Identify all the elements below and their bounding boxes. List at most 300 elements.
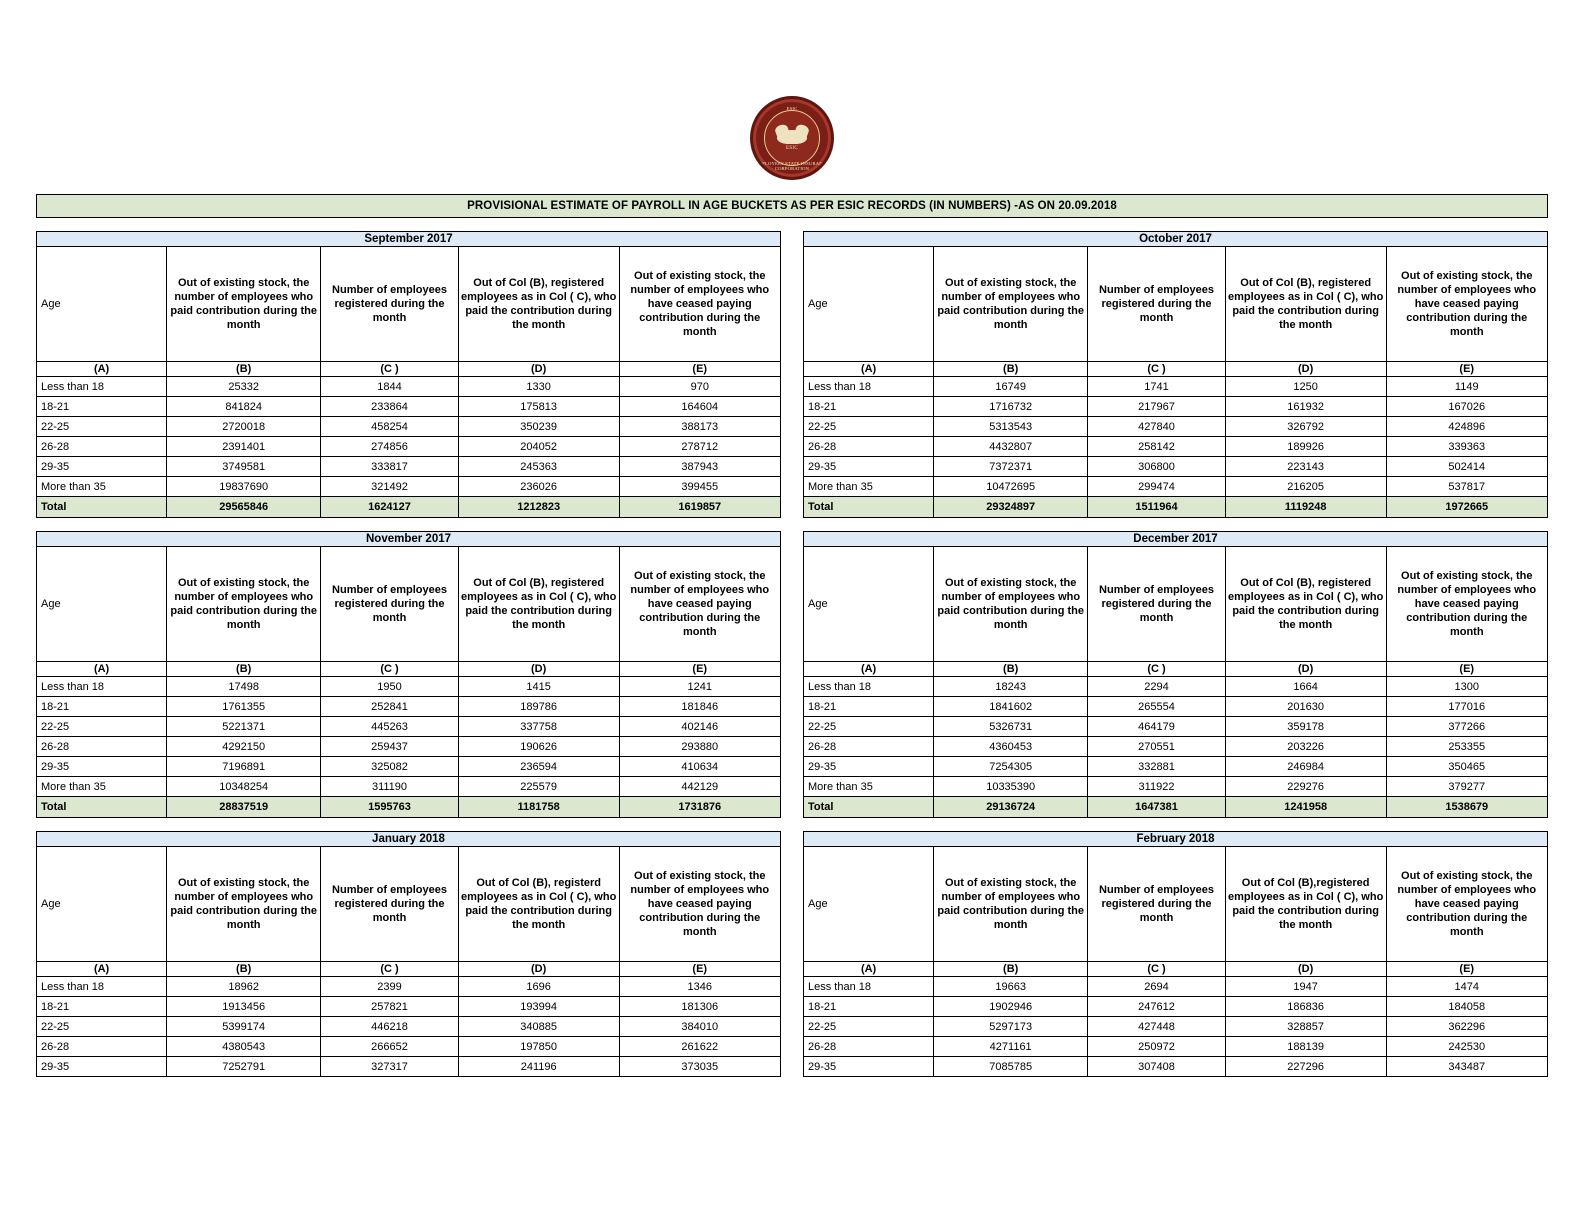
cell-d: 190626 bbox=[458, 737, 619, 757]
cell-age: Less than 18 bbox=[37, 677, 167, 697]
table-row bbox=[37, 377, 781, 397]
cell-d: 1330 bbox=[458, 377, 619, 397]
cell-age: Less than 18 bbox=[37, 977, 167, 997]
cell-e: 377266 bbox=[1386, 717, 1547, 737]
column-header-d: Out of Col (B), registerd employees as in Col ( C), who paid the contribution during the month bbox=[458, 847, 619, 962]
cell-d: 175813 bbox=[458, 397, 619, 417]
column-letter-d: (D) bbox=[1225, 662, 1386, 677]
cell-c: 270551 bbox=[1088, 737, 1226, 757]
table-row-group-1 bbox=[36, 231, 1548, 518]
cell-e: 379277 bbox=[1386, 777, 1547, 797]
month-header: October 2017 bbox=[804, 232, 1548, 247]
cell-e: 343487 bbox=[1386, 1057, 1547, 1077]
month-header: December 2017 bbox=[804, 532, 1548, 547]
block-october-2017 bbox=[803, 231, 1548, 518]
cell-total-c: 1624127 bbox=[321, 497, 459, 518]
cell-e: 399455 bbox=[619, 477, 780, 497]
cell-c: 427448 bbox=[1088, 1017, 1226, 1037]
column-letter-c: (C ) bbox=[321, 362, 459, 377]
column-letter-d: (D) bbox=[458, 362, 619, 377]
column-letter-a: (A) bbox=[37, 962, 167, 977]
table-row bbox=[804, 477, 1548, 497]
cell-age: 29-35 bbox=[37, 457, 167, 477]
cell-age: 26-28 bbox=[804, 1037, 934, 1057]
cell-d: 236026 bbox=[458, 477, 619, 497]
column-header-e: Out of existing stock, the number of employees who have ceased paying contribution during the month bbox=[619, 247, 780, 362]
column-letter-a: (A) bbox=[37, 362, 167, 377]
cell-c: 252841 bbox=[321, 697, 459, 717]
cell-total-label: Total bbox=[804, 497, 934, 518]
cell-b: 2391401 bbox=[167, 437, 321, 457]
cell-e: 402146 bbox=[619, 717, 780, 737]
column-header-d: Out of Col (B), registered employees as in Col ( C), who paid the contribution during the month bbox=[1225, 547, 1386, 662]
cell-total-e: 1731876 bbox=[619, 797, 780, 818]
cell-d: 193994 bbox=[458, 997, 619, 1017]
column-letter-b: (B) bbox=[167, 362, 321, 377]
column-letter-c: (C ) bbox=[1088, 962, 1226, 977]
table-row-group-3 bbox=[36, 831, 1548, 1077]
column-header-c: Number of employees registered during the month bbox=[321, 847, 459, 962]
column-letter-e: (E) bbox=[619, 662, 780, 677]
payroll-table bbox=[36, 531, 781, 818]
cell-d: 189786 bbox=[458, 697, 619, 717]
cell-e: 293880 bbox=[619, 737, 780, 757]
cell-total-d: 1212823 bbox=[458, 497, 619, 518]
payroll-table bbox=[36, 231, 781, 518]
cell-age: More than 35 bbox=[37, 777, 167, 797]
cell-e: 1346 bbox=[619, 977, 780, 997]
cell-d: 203226 bbox=[1225, 737, 1386, 757]
table-row bbox=[37, 457, 781, 477]
emblem-arc-top-text: ESIC bbox=[786, 106, 798, 111]
cell-b: 10472695 bbox=[934, 477, 1088, 497]
column-letter-e: (E) bbox=[1386, 662, 1547, 677]
table-row bbox=[804, 397, 1548, 417]
cell-age: Less than 18 bbox=[804, 377, 934, 397]
cell-d: 223143 bbox=[1225, 457, 1386, 477]
cell-c: 464179 bbox=[1088, 717, 1226, 737]
cell-b: 18243 bbox=[934, 677, 1088, 697]
month-header: January 2018 bbox=[37, 832, 781, 847]
column-header-age: Age bbox=[37, 547, 167, 662]
cell-e: 184058 bbox=[1386, 997, 1547, 1017]
table-row bbox=[804, 777, 1548, 797]
column-header-b: Out of existing stock, the number of employees who paid contribution during the month bbox=[167, 547, 321, 662]
cell-b: 19663 bbox=[934, 977, 1088, 997]
column-letter-a: (A) bbox=[804, 362, 934, 377]
column-header-age: Age bbox=[37, 247, 167, 362]
cell-d: 186836 bbox=[1225, 997, 1386, 1017]
cell-b: 10335390 bbox=[934, 777, 1088, 797]
cell-age: 22-25 bbox=[804, 717, 934, 737]
block-december-2017 bbox=[803, 531, 1548, 818]
cell-age: 18-21 bbox=[37, 697, 167, 717]
column-header-age: Age bbox=[804, 847, 934, 962]
cell-c: 1741 bbox=[1088, 377, 1226, 397]
cell-total-label: Total bbox=[37, 497, 167, 518]
cell-c: 259437 bbox=[321, 737, 459, 757]
cell-total-d: 1181758 bbox=[458, 797, 619, 818]
payroll-table bbox=[803, 831, 1548, 1077]
cell-e: 362296 bbox=[1386, 1017, 1547, 1037]
cell-c: 233864 bbox=[321, 397, 459, 417]
page-title: PROVISIONAL ESTIMATE OF PAYROLL IN AGE BUCKETS AS PER ESIC RECORDS (IN NUMBERS) -AS ON 20.09.2018 bbox=[36, 194, 1548, 218]
cell-total-label: Total bbox=[37, 797, 167, 818]
column-header-b: Out of existing stock, the number of employees who paid contribution during the month bbox=[167, 247, 321, 362]
cell-b: 10348254 bbox=[167, 777, 321, 797]
column-header-age: Age bbox=[804, 247, 934, 362]
cell-d: 236594 bbox=[458, 757, 619, 777]
cell-total-e: 1538679 bbox=[1386, 797, 1547, 818]
table-row bbox=[37, 677, 781, 697]
cell-b: 7372371 bbox=[934, 457, 1088, 477]
cell-c: 1844 bbox=[321, 377, 459, 397]
column-header-c: Number of employees registered during the month bbox=[1088, 547, 1226, 662]
cell-d: 227296 bbox=[1225, 1057, 1386, 1077]
column-letter-e: (E) bbox=[1386, 362, 1547, 377]
cell-total-d: 1119248 bbox=[1225, 497, 1386, 518]
cell-total-c: 1595763 bbox=[321, 797, 459, 818]
cell-e: 387943 bbox=[619, 457, 780, 477]
table-row bbox=[37, 477, 781, 497]
cell-c: 427840 bbox=[1088, 417, 1226, 437]
cell-age: 29-35 bbox=[804, 757, 934, 777]
table-total-row bbox=[804, 797, 1548, 818]
cell-e: 442129 bbox=[619, 777, 780, 797]
cell-e: 537817 bbox=[1386, 477, 1547, 497]
cell-c: 311922 bbox=[1088, 777, 1226, 797]
cell-d: 350239 bbox=[458, 417, 619, 437]
cell-c: 2694 bbox=[1088, 977, 1226, 997]
column-header-e: Out of existing stock, the number of employees who have ceased paying contribution during the month bbox=[1386, 547, 1547, 662]
cell-e: 350465 bbox=[1386, 757, 1547, 777]
cell-b: 5297173 bbox=[934, 1017, 1088, 1037]
column-letter-a: (A) bbox=[804, 662, 934, 677]
cell-d: 1947 bbox=[1225, 977, 1386, 997]
cell-b: 1913456 bbox=[167, 997, 321, 1017]
esic-emblem-icon bbox=[750, 96, 834, 180]
cell-d: 204052 bbox=[458, 437, 619, 457]
cell-c: 446218 bbox=[321, 1017, 459, 1037]
cell-d: 161932 bbox=[1225, 397, 1386, 417]
cell-age: 18-21 bbox=[804, 697, 934, 717]
cell-age: Less than 18 bbox=[37, 377, 167, 397]
column-header-b: Out of existing stock, the number of employees who paid contribution during the month bbox=[167, 847, 321, 962]
cell-e: 373035 bbox=[619, 1057, 780, 1077]
cell-b: 1716732 bbox=[934, 397, 1088, 417]
month-header: February 2018 bbox=[804, 832, 1548, 847]
cell-c: 1950 bbox=[321, 677, 459, 697]
cell-c: 2294 bbox=[1088, 677, 1226, 697]
table-row bbox=[804, 417, 1548, 437]
table-row bbox=[804, 1017, 1548, 1037]
table-row bbox=[804, 437, 1548, 457]
table-row bbox=[804, 1037, 1548, 1057]
cell-b: 5399174 bbox=[167, 1017, 321, 1037]
cell-age: 22-25 bbox=[37, 717, 167, 737]
column-letter-d: (D) bbox=[458, 662, 619, 677]
cell-b: 19837690 bbox=[167, 477, 321, 497]
cell-age: Less than 18 bbox=[804, 977, 934, 997]
cell-c: 325082 bbox=[321, 757, 459, 777]
cell-age: 22-25 bbox=[804, 417, 934, 437]
cell-d: 201630 bbox=[1225, 697, 1386, 717]
cell-b: 2720018 bbox=[167, 417, 321, 437]
column-header-b: Out of existing stock, the number of employees who paid contribution during the month bbox=[934, 847, 1088, 962]
cell-age: 29-35 bbox=[804, 457, 934, 477]
cell-total-b: 28837519 bbox=[167, 797, 321, 818]
cell-d: 359178 bbox=[1225, 717, 1386, 737]
cell-d: 189926 bbox=[1225, 437, 1386, 457]
cell-age: More than 35 bbox=[804, 777, 934, 797]
cell-e: 1474 bbox=[1386, 977, 1547, 997]
column-letter-d: (D) bbox=[458, 962, 619, 977]
cell-e: 384010 bbox=[619, 1017, 780, 1037]
table-row bbox=[804, 697, 1548, 717]
column-header-e: Out of existing stock, the number of employees who have ceased paying contribution during the month bbox=[619, 847, 780, 962]
column-letter-c: (C ) bbox=[1088, 362, 1226, 377]
payroll-table bbox=[36, 831, 781, 1077]
cell-total-b: 29324897 bbox=[934, 497, 1088, 518]
cell-age: 29-35 bbox=[804, 1057, 934, 1077]
cell-d: 229276 bbox=[1225, 777, 1386, 797]
table-row-group-2 bbox=[36, 531, 1548, 818]
cell-e: 181306 bbox=[619, 997, 780, 1017]
column-header-c: Number of employees registered during the month bbox=[321, 547, 459, 662]
cell-b: 4380543 bbox=[167, 1037, 321, 1057]
cell-d: 197850 bbox=[458, 1037, 619, 1057]
cell-b: 16749 bbox=[934, 377, 1088, 397]
table-row bbox=[804, 977, 1548, 997]
column-letter-c: (C ) bbox=[321, 662, 459, 677]
table-total-row bbox=[804, 497, 1548, 518]
cell-age: 26-28 bbox=[37, 437, 167, 457]
column-letter-b: (B) bbox=[167, 962, 321, 977]
cell-e: 164604 bbox=[619, 397, 780, 417]
table-row bbox=[37, 437, 781, 457]
cell-e: 261622 bbox=[619, 1037, 780, 1057]
table-row bbox=[37, 1017, 781, 1037]
cell-d: 1696 bbox=[458, 977, 619, 997]
cell-total-c: 1647381 bbox=[1088, 797, 1226, 818]
cell-c: 311190 bbox=[321, 777, 459, 797]
payroll-table bbox=[803, 231, 1548, 518]
cell-b: 5326731 bbox=[934, 717, 1088, 737]
cell-b: 7085785 bbox=[934, 1057, 1088, 1077]
cell-b: 841824 bbox=[167, 397, 321, 417]
column-header-b: Out of existing stock, the number of employees who paid contribution during the month bbox=[934, 247, 1088, 362]
cell-c: 321492 bbox=[321, 477, 459, 497]
cell-total-b: 29565846 bbox=[167, 497, 321, 518]
column-letter-b: (B) bbox=[934, 962, 1088, 977]
cell-b: 4271161 bbox=[934, 1037, 1088, 1057]
cell-d: 246984 bbox=[1225, 757, 1386, 777]
column-letter-b: (B) bbox=[934, 662, 1088, 677]
cell-b: 4432807 bbox=[934, 437, 1088, 457]
column-letter-e: (E) bbox=[1386, 962, 1547, 977]
cell-age: Less than 18 bbox=[804, 677, 934, 697]
table-row bbox=[37, 777, 781, 797]
cell-b: 25332 bbox=[167, 377, 321, 397]
cell-e: 167026 bbox=[1386, 397, 1547, 417]
cell-b: 4360453 bbox=[934, 737, 1088, 757]
cell-d: 340885 bbox=[458, 1017, 619, 1037]
cell-c: 247612 bbox=[1088, 997, 1226, 1017]
cell-c: 299474 bbox=[1088, 477, 1226, 497]
table-row bbox=[804, 457, 1548, 477]
column-header-c: Number of employees registered during the month bbox=[1088, 247, 1226, 362]
cell-c: 265554 bbox=[1088, 697, 1226, 717]
cell-age: 29-35 bbox=[37, 1057, 167, 1077]
column-letter-a: (A) bbox=[37, 662, 167, 677]
cell-d: 328857 bbox=[1225, 1017, 1386, 1037]
cell-c: 307408 bbox=[1088, 1057, 1226, 1077]
cell-b: 1902946 bbox=[934, 997, 1088, 1017]
emblem-arc-bottom-text: EMPLOYEES STATE INSURANCE CORPORATION bbox=[754, 161, 830, 171]
cell-c: 333817 bbox=[321, 457, 459, 477]
column-letter-e: (E) bbox=[619, 362, 780, 377]
table-row bbox=[804, 377, 1548, 397]
cell-total-label: Total bbox=[804, 797, 934, 818]
table-row bbox=[37, 417, 781, 437]
cell-c: 458254 bbox=[321, 417, 459, 437]
cell-b: 3749581 bbox=[167, 457, 321, 477]
column-header-age: Age bbox=[37, 847, 167, 962]
cell-e: 1300 bbox=[1386, 677, 1547, 697]
cell-b: 18962 bbox=[167, 977, 321, 997]
cell-b: 5313543 bbox=[934, 417, 1088, 437]
cell-e: 1149 bbox=[1386, 377, 1547, 397]
cell-total-e: 1619857 bbox=[619, 497, 780, 518]
table-row bbox=[37, 717, 781, 737]
cell-age: 26-28 bbox=[37, 737, 167, 757]
cell-total-d: 1241958 bbox=[1225, 797, 1386, 818]
cell-c: 217967 bbox=[1088, 397, 1226, 417]
block-november-2017 bbox=[36, 531, 781, 818]
table-row bbox=[804, 677, 1548, 697]
cell-d: 241196 bbox=[458, 1057, 619, 1077]
cell-c: 445263 bbox=[321, 717, 459, 737]
table-total-row bbox=[37, 797, 781, 818]
document-content bbox=[36, 194, 1548, 1077]
column-letter-d: (D) bbox=[1225, 962, 1386, 977]
column-header-e: Out of existing stock, the number of employees who have ceased paying contribution during the month bbox=[1386, 247, 1547, 362]
table-row bbox=[37, 977, 781, 997]
cell-c: 327317 bbox=[321, 1057, 459, 1077]
table-row bbox=[804, 1057, 1548, 1077]
cell-total-b: 29136724 bbox=[934, 797, 1088, 818]
cell-e: 253355 bbox=[1386, 737, 1547, 757]
logo-container bbox=[0, 0, 1584, 194]
column-header-b: Out of existing stock, the number of employees who paid contribution during the month bbox=[934, 547, 1088, 662]
column-letter-e: (E) bbox=[619, 962, 780, 977]
cell-c: 258142 bbox=[1088, 437, 1226, 457]
cell-e: 970 bbox=[619, 377, 780, 397]
cell-age: 22-25 bbox=[804, 1017, 934, 1037]
cell-age: 26-28 bbox=[804, 437, 934, 457]
cell-age: 18-21 bbox=[804, 997, 934, 1017]
cell-c: 250972 bbox=[1088, 1037, 1226, 1057]
table-row bbox=[37, 757, 781, 777]
table-row bbox=[804, 717, 1548, 737]
cell-b: 1841602 bbox=[934, 697, 1088, 717]
table-row bbox=[37, 737, 781, 757]
payroll-table bbox=[803, 531, 1548, 818]
emblem-bird-icon bbox=[777, 130, 807, 144]
cell-c: 2399 bbox=[321, 977, 459, 997]
cell-age: 22-25 bbox=[37, 417, 167, 437]
column-letter-b: (B) bbox=[167, 662, 321, 677]
table-row bbox=[37, 1037, 781, 1057]
emblem-inner bbox=[764, 110, 820, 166]
cell-e: 410634 bbox=[619, 757, 780, 777]
cell-c: 306800 bbox=[1088, 457, 1226, 477]
cell-b: 7252791 bbox=[167, 1057, 321, 1077]
cell-d: 1415 bbox=[458, 677, 619, 697]
cell-age: More than 35 bbox=[37, 477, 167, 497]
cell-d: 216205 bbox=[1225, 477, 1386, 497]
cell-d: 337758 bbox=[458, 717, 619, 737]
column-letter-c: (C ) bbox=[1088, 662, 1226, 677]
cell-total-c: 1511964 bbox=[1088, 497, 1226, 518]
table-row bbox=[37, 697, 781, 717]
table-row bbox=[804, 757, 1548, 777]
cell-e: 181846 bbox=[619, 697, 780, 717]
cell-e: 502414 bbox=[1386, 457, 1547, 477]
month-header: November 2017 bbox=[37, 532, 781, 547]
cell-e: 388173 bbox=[619, 417, 780, 437]
column-header-c: Number of employees registered during the month bbox=[321, 247, 459, 362]
cell-c: 257821 bbox=[321, 997, 459, 1017]
cell-e: 177016 bbox=[1386, 697, 1547, 717]
table-row bbox=[804, 737, 1548, 757]
block-september-2017 bbox=[36, 231, 781, 518]
cell-age: 22-25 bbox=[37, 1017, 167, 1037]
cell-b: 7254305 bbox=[934, 757, 1088, 777]
cell-e: 424896 bbox=[1386, 417, 1547, 437]
cell-d: 245363 bbox=[458, 457, 619, 477]
cell-b: 7196891 bbox=[167, 757, 321, 777]
column-letter-b: (B) bbox=[934, 362, 1088, 377]
cell-e: 339363 bbox=[1386, 437, 1547, 457]
cell-e: 1241 bbox=[619, 677, 780, 697]
cell-b: 1761355 bbox=[167, 697, 321, 717]
cell-age: 18-21 bbox=[37, 397, 167, 417]
column-header-d: Out of Col (B), registered employees as in Col ( C), who paid the contribution during the month bbox=[458, 547, 619, 662]
column-header-e: Out of existing stock, the number of employees who have ceased paying contribution during the month bbox=[1386, 847, 1547, 962]
column-letter-c: (C ) bbox=[321, 962, 459, 977]
column-letter-d: (D) bbox=[1225, 362, 1386, 377]
cell-e: 278712 bbox=[619, 437, 780, 457]
column-header-age: Age bbox=[804, 547, 934, 662]
column-header-e: Out of existing stock, the number of employees who have ceased paying contribution during the month bbox=[619, 547, 780, 662]
column-header-c: Number of employees registered during the month bbox=[1088, 847, 1226, 962]
table-row bbox=[37, 997, 781, 1017]
block-january-2018 bbox=[36, 831, 781, 1077]
cell-d: 1664 bbox=[1225, 677, 1386, 697]
cell-c: 266652 bbox=[321, 1037, 459, 1057]
table-total-row bbox=[37, 497, 781, 518]
cell-age: 26-28 bbox=[804, 737, 934, 757]
cell-c: 332881 bbox=[1088, 757, 1226, 777]
block-february-2018 bbox=[803, 831, 1548, 1077]
cell-d: 1250 bbox=[1225, 377, 1386, 397]
table-row bbox=[37, 397, 781, 417]
cell-d: 188139 bbox=[1225, 1037, 1386, 1057]
column-header-d: Out of Col (B),registered employees as in Col ( C), who paid the contribution during the month bbox=[1225, 847, 1386, 962]
cell-d: 326792 bbox=[1225, 417, 1386, 437]
cell-age: 29-35 bbox=[37, 757, 167, 777]
